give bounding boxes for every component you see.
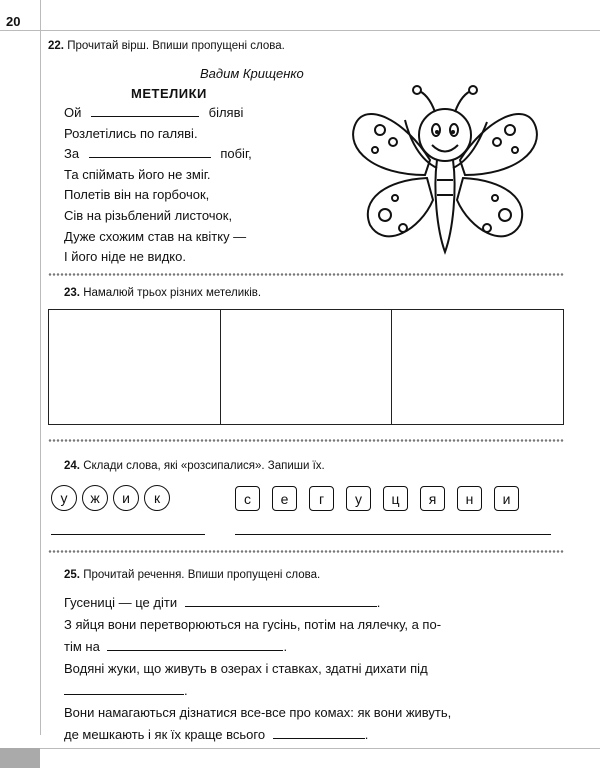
poem-line-1-start: Ой: [64, 105, 82, 120]
sentence-1-period: .: [376, 595, 381, 610]
sentence-4-text: де мешкають і як їх краще всього: [64, 727, 266, 742]
letter-square: у: [346, 486, 371, 511]
letter-square: ц: [383, 486, 408, 511]
sentence-2-line-2: [64, 636, 554, 658]
task-24-number: 24.: [64, 460, 80, 472]
poem-author: Вадим Крищенко: [200, 66, 304, 81]
sentence-2-text: тім на: [64, 639, 100, 654]
sentence-3-blank[interactable]: [64, 681, 184, 695]
poem-line-1: [64, 103, 252, 124]
poem-line-4: Та спіймать його не зміг.: [64, 166, 211, 182]
task-25-number: 25.: [64, 569, 80, 581]
sentence-1-blank[interactable]: [185, 593, 377, 607]
letter-circle: к: [144, 485, 170, 511]
poem-title: МЕТЕЛИКИ: [131, 86, 207, 101]
poem: [64, 103, 252, 268]
answer-line-word-1[interactable]: [51, 534, 205, 535]
poem-blank-2[interactable]: [89, 144, 211, 158]
task-22-instruction: Прочитай вірш. Впиши пропущені слова.: [67, 40, 285, 52]
task-22-number: 22.: [48, 40, 64, 52]
task-23-number: 23.: [64, 287, 80, 299]
task-25-sentences: [64, 592, 554, 746]
page-corner-block: [0, 748, 40, 768]
letter-circle: ж: [82, 485, 108, 511]
margin-rule: [40, 0, 41, 735]
word-1-letters: [51, 485, 170, 511]
sentence-4-line-1: Вони намагаються дізнатися все-все про комах: як вони живуть,: [64, 705, 452, 720]
poem-line-5: Полетів він на горбочок,: [64, 187, 210, 203]
drawing-box-1[interactable]: [49, 310, 221, 424]
section-divider: [48, 549, 564, 554]
letter-circle: и: [113, 485, 139, 511]
letter-square: е: [272, 486, 297, 511]
task-22-heading: [48, 40, 285, 52]
sentence-3-line-2: [64, 680, 554, 702]
task-23-instruction: Намалюй трьох різних метеликів.: [83, 287, 262, 299]
task-24-instruction: Склади слова, які «розсипалися». Запиши їх.: [83, 460, 325, 472]
sentence-4-blank[interactable]: [273, 725, 365, 739]
poem-line-7: Дуже схожим став на квітку —: [64, 228, 247, 244]
sentence-3-period: .: [184, 683, 188, 698]
poem-line-3: [64, 144, 252, 165]
drawing-box-3[interactable]: [392, 310, 563, 424]
task-23-heading: [64, 287, 261, 299]
page-number: 20: [6, 14, 21, 29]
letter-square: и: [494, 486, 519, 511]
poem-line-3-end: побіг,: [220, 146, 252, 162]
butterfly-body: [435, 160, 454, 252]
poem-line-8: І його ніде не видко.: [64, 249, 186, 265]
sentence-1-text: Гусениці — це діти: [64, 595, 178, 610]
letter-square: н: [457, 486, 482, 511]
section-divider: [48, 438, 564, 443]
sentence-2-line-1: З яйця вони перетворюються на гусінь, потім на лялечку, а по-: [64, 617, 442, 632]
poem-blank-1[interactable]: [91, 103, 199, 117]
letter-square: с: [235, 486, 260, 511]
sentence-4-line-2: [64, 724, 554, 746]
header-rule: [0, 30, 600, 31]
butterfly-illustration: [345, 80, 545, 260]
drawing-box-2[interactable]: [221, 310, 393, 424]
poem-line-6: Сів на різьблений листочок,: [64, 207, 233, 223]
letter-square: я: [420, 486, 445, 511]
letter-square: г: [309, 486, 334, 511]
sentence-4-period: .: [364, 727, 369, 742]
answer-line-word-2[interactable]: [235, 534, 551, 535]
sentence-3-line-1: Водяні жуки, що живуть в озерах і ставках, здатні дихати під: [64, 661, 428, 676]
poem-line-2: Розлетілись по галяві.: [64, 125, 198, 141]
poem-line-1-end: біляві: [208, 105, 244, 120]
butterfly-head: [419, 109, 471, 161]
sentence-1: [64, 592, 554, 614]
word-2-letters: [235, 486, 519, 511]
sentence-2-blank[interactable]: [107, 637, 283, 651]
sentence-2-period: .: [283, 639, 288, 654]
task-24-heading: [64, 460, 325, 472]
footer-rule: [0, 748, 600, 749]
task-25-instruction: Прочитай речення. Впиши пропущені слова.: [83, 569, 321, 581]
poem-line-3-start: За: [64, 146, 80, 162]
letter-circle: у: [51, 485, 77, 511]
section-divider: [48, 272, 564, 277]
task-25-heading: [64, 569, 320, 581]
drawing-boxes: [48, 309, 564, 425]
